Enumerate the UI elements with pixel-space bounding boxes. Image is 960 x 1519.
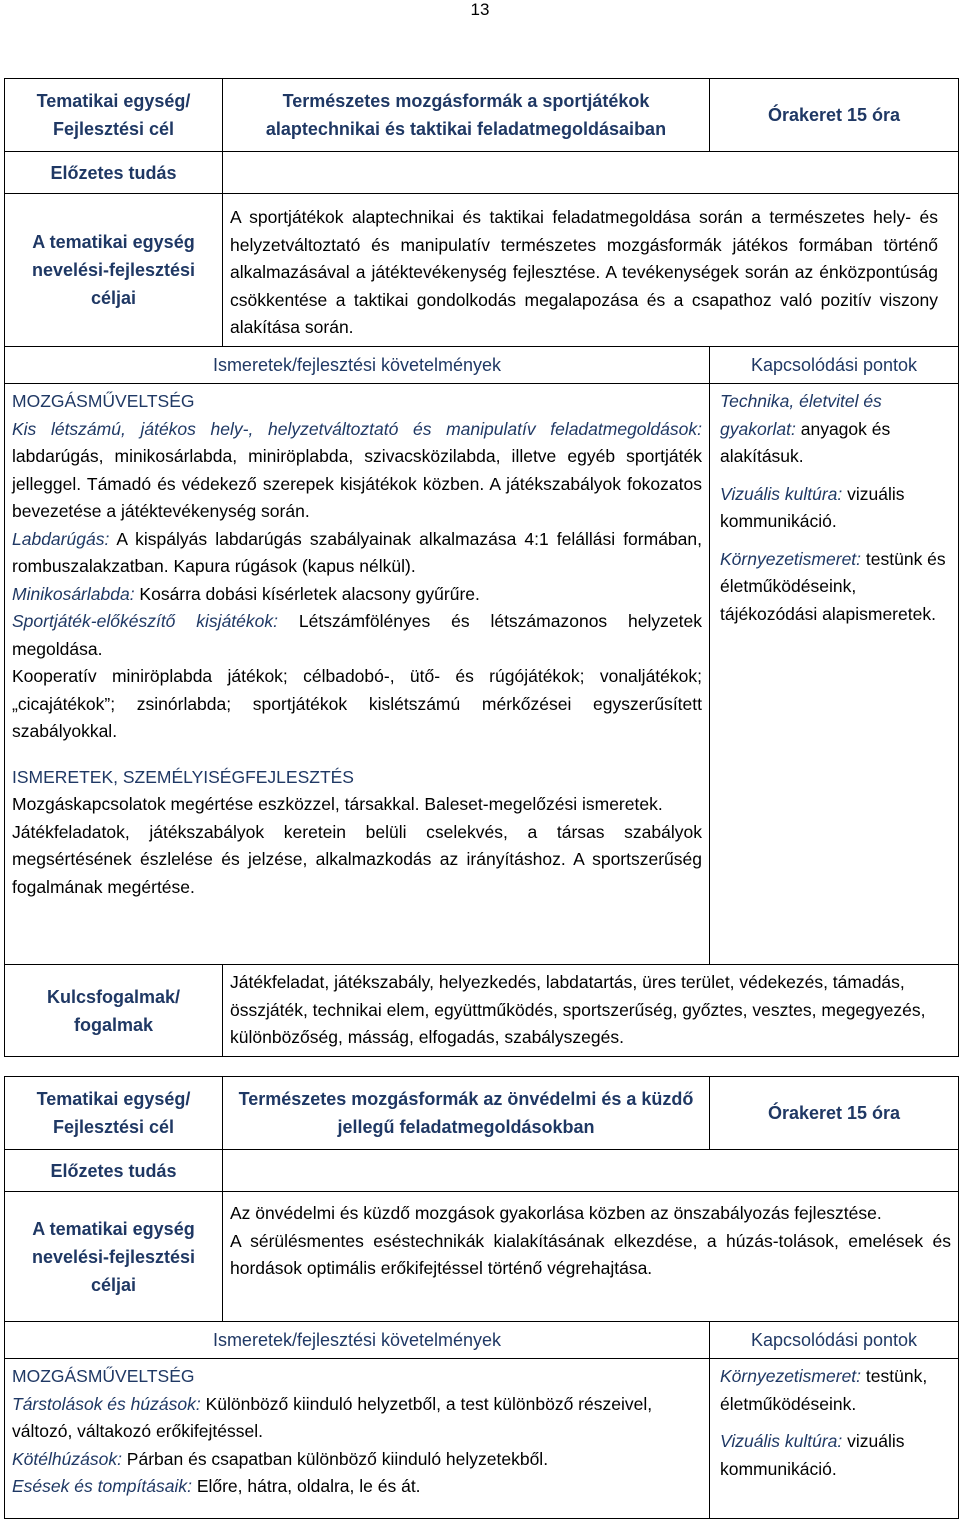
requirement-paragraph: Mozgáskapcsolatok megértése eszközzel, társakkal. Baleset-megelőzési ismeretek. xyxy=(12,794,663,814)
section-title-mozgasmuveltseg: MOZGÁSMŰVELTSÉG xyxy=(12,1366,195,1386)
requirement-paragraph: Társtolások és húzások: Különböző kiinduló helyzetből, a test különböző részeivel, változó, váltakozó erőkifejtéssel. xyxy=(12,1393,653,1441)
requirements-cell xyxy=(5,384,710,965)
requirement-paragraph: Labdarúgás: A kispályás labdarúgás szabályainak alkalmazása 4:1 felállási formában, rombuszalakzatban. Kapura rúgások (kapus nélkül). xyxy=(12,528,702,576)
requirements-header: Ismeretek/fejlesztési követelmények xyxy=(5,347,710,384)
curriculum-table-2 xyxy=(4,1076,959,1519)
hours: Órakeret 15 óra xyxy=(710,79,959,152)
requirement-paragraph: Kooperatív miniröplabda játékok; célbadobó-, ütő- és rúgójátékok; vonaljátékok; „cicajátékok”; zsinórlabda; sportjátékok kislétszámú mérkőzései egyszerűsített szabályokkal. xyxy=(12,666,702,741)
goals-label: A tematikai egység nevelési-fejlesztési céljai xyxy=(5,1192,223,1322)
topic-label: Tematikai egység/ Fejlesztési cél xyxy=(5,1077,223,1150)
topic-title: Természetes mozgásformák a sportjátékok alaptechnikai és taktikai feladatmegoldásaiban xyxy=(223,79,710,152)
requirement-paragraph: Esések és tompításaik: Előre, hátra, oldalra, le és át. xyxy=(12,1476,421,1496)
prior-knowledge-value xyxy=(223,152,959,194)
connection-item: Vizuális kultúra: vizuális kommunikáció. xyxy=(720,483,905,531)
keywords-label: Kulcsfogalmak/ fogalmak xyxy=(5,965,223,1057)
connection-item: Környezetismeret: testünk és életműködéseink, tájékozódási alapismeretek. xyxy=(720,548,946,624)
requirement-paragraph: Kis létszámú, játékos hely-, helyzetváltoztató és manipulatív feladatmegoldások: labdarúgás, minikosárlabda, miniröplabda, szivacsközilabda, illetve egyéb sportjáték jelleggel. Támadó és védekező szerepek kisjátékok közben. A játékszabályok fokozatos bevezetése a játéktevékenység során. xyxy=(12,418,702,521)
section-title-mozgasmuveltseg: MOZGÁSMŰVELTSÉG xyxy=(12,391,195,411)
connections-header: Kapcsolódási pontok xyxy=(710,1322,959,1359)
requirements-cell xyxy=(5,1359,710,1519)
requirement-paragraph: Minikosárlabda: Kosárra dobási kísérletek alacsony gyűrűre. xyxy=(12,583,480,604)
prior-knowledge-value xyxy=(223,1150,959,1192)
goals-paragraph: Az önvédelmi és küzdő mozgások gyakorlása közben az önszabályozás fejlesztése. xyxy=(230,1203,882,1223)
topic-label: Tematikai egység/ Fejlesztési cél xyxy=(5,79,223,152)
connection-item: Környezetismeret: testünk, életműködéseink. xyxy=(720,1366,928,1414)
goals-label: A tematikai egység nevelési-fejlesztési céljai xyxy=(5,194,223,347)
section-title-ismeretek: ISMERETEK, SZEMÉLYISÉGFEJLESZTÉS xyxy=(12,766,354,787)
requirements-header: Ismeretek/fejlesztési követelmények xyxy=(5,1322,710,1359)
goals-cell xyxy=(223,1192,959,1322)
keywords-text: Játékfeladat, játékszabály, helyezkedés, labdatartás, üres terület, védekezés, támadás, összjáték, technikai elem, együttműködés, sportszerűség, győztes, vesztes, megegyezés, különbözőség, másság, elfogadás, szabályszegés. xyxy=(223,965,959,1057)
goals-text: A sportjátékok alaptechnikai és taktikai feladatmegoldása során a természetes hely- és helyzetváltoztató és manipulatív természetes mozgásformák játékos formában történő alkalmazásával a játéktevékenység fejlesztése. A tevékenységek során az énközpontúság csökkentése a taktikai gondolkodás megalapozása és a csapathoz való pozitív viszony alakítása során. xyxy=(223,194,959,347)
prior-knowledge-label: Előzetes tudás xyxy=(5,1150,223,1192)
connection-item: Vizuális kultúra: vizuális kommunikáció. xyxy=(720,1431,905,1479)
curriculum-table-1 xyxy=(4,78,959,1057)
prior-knowledge-label: Előzetes tudás xyxy=(5,152,223,194)
hours: Órakeret 15 óra xyxy=(710,1077,959,1150)
goals-paragraph: A sérülésmentes eséstechnikák kialakításának elkezdése, a húzás-tolások, emelések és hordások optimális erőkifejtéssel történő végrehajtása. xyxy=(230,1230,951,1278)
page-number: 13 xyxy=(470,0,490,19)
requirement-paragraph: Sportjáték-előkészítő kisjátékok: Létszámfölényes és létszámazonos helyzetek megoldása. xyxy=(12,611,702,659)
requirement-paragraph: Játékfeladatok, játékszabályok keretein belüli cselekvés, a társas szabályok megsértésének észlelése és jelzése, alkalmazkodás az irányításhoz. A sportszerűség fogalmának megértése. xyxy=(12,821,702,897)
connections-cell xyxy=(710,1359,959,1519)
topic-title: Természetes mozgásformák az önvédelmi és a küzdő jellegű feladatmegoldásokban xyxy=(223,1077,710,1150)
connection-item: Technika, életvitel és gyakorlat: anyagok és alakításuk. xyxy=(720,391,891,466)
requirement-paragraph: Kötélhúzások: Párban és csapatban különböző kiinduló helyzetekből. xyxy=(12,1448,549,1469)
connections-cell xyxy=(710,384,959,965)
connections-header: Kapcsolódási pontok xyxy=(710,347,959,384)
